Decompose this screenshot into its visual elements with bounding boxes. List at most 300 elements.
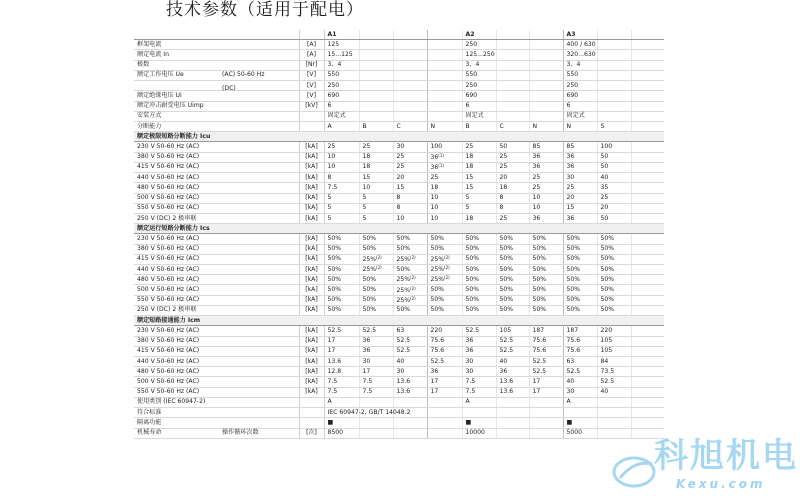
footnote-marker: (1) bbox=[438, 162, 444, 168]
value-cell bbox=[427, 377, 462, 387]
row-label bbox=[134, 428, 299, 438]
value-cell bbox=[324, 111, 359, 121]
value-cell bbox=[496, 121, 529, 131]
row-label bbox=[134, 346, 299, 356]
value-text: 6 bbox=[566, 102, 571, 110]
value-text: 50% bbox=[566, 275, 581, 283]
value-text: 35 bbox=[600, 183, 609, 191]
value-cell bbox=[462, 50, 496, 60]
table-row bbox=[134, 173, 664, 183]
value-cell bbox=[597, 213, 631, 223]
value-cell bbox=[631, 336, 664, 346]
value-cell bbox=[563, 203, 597, 213]
value-cell bbox=[462, 91, 496, 101]
row-label-text: 440 V 50-60 Hz (AC) bbox=[137, 357, 200, 365]
value-cell bbox=[324, 121, 359, 131]
value-cell bbox=[563, 377, 597, 387]
value-text: 5 bbox=[327, 214, 332, 222]
value-text: 36 bbox=[566, 163, 575, 171]
row-label bbox=[134, 101, 299, 111]
table-row bbox=[134, 50, 664, 60]
value-cell bbox=[529, 377, 563, 387]
page-title: 技术参数（适用于配电） bbox=[166, 0, 364, 20]
row-label-text: 额定绝缘电压 Ui bbox=[137, 91, 182, 99]
value-cell bbox=[324, 30, 359, 40]
value-cell bbox=[324, 40, 359, 50]
value-text: 25% bbox=[362, 266, 377, 274]
value-cell bbox=[324, 367, 359, 377]
value-text: 30 bbox=[396, 367, 405, 375]
value-cell bbox=[529, 326, 563, 336]
value-text: 18 bbox=[430, 183, 439, 191]
value-cell bbox=[496, 183, 529, 193]
value-text: 18 bbox=[465, 163, 474, 171]
row-label bbox=[134, 30, 299, 40]
value-text: 20 bbox=[600, 204, 609, 212]
value-cell bbox=[427, 91, 462, 101]
value-text: 17 bbox=[327, 347, 336, 355]
value-text: 50% bbox=[362, 234, 377, 242]
value-cell bbox=[631, 418, 664, 428]
row-label bbox=[134, 377, 299, 387]
value-cell bbox=[563, 346, 597, 356]
value-cell bbox=[563, 50, 597, 60]
value-cell bbox=[597, 305, 631, 315]
value-cell bbox=[529, 91, 563, 101]
value-cell bbox=[427, 418, 462, 428]
value-cell bbox=[563, 142, 597, 152]
value-text: 8 bbox=[327, 173, 332, 181]
row-label-text: 480 V 50-60 Hz (AC) bbox=[137, 183, 200, 191]
value-text: 50% bbox=[396, 245, 411, 253]
value-text: 40 bbox=[600, 388, 609, 396]
value-cell bbox=[496, 305, 529, 315]
value-text: A2 bbox=[465, 30, 475, 38]
section-row bbox=[134, 224, 664, 234]
value-text: 320...630 bbox=[566, 51, 596, 58]
value-cell bbox=[393, 244, 427, 254]
value-cell bbox=[393, 295, 427, 305]
value-text: 50% bbox=[465, 296, 480, 304]
row-label bbox=[134, 254, 299, 264]
row-label-text: 550 V 50-60 Hz (AC) bbox=[137, 388, 200, 396]
value-cell bbox=[393, 377, 427, 387]
value-text: A bbox=[327, 398, 332, 406]
row-label bbox=[134, 397, 299, 407]
value-text: 50% bbox=[600, 245, 615, 253]
value-cell bbox=[359, 60, 393, 70]
value-cell bbox=[631, 173, 664, 183]
value-text: 50% bbox=[465, 234, 480, 242]
value-text: N bbox=[430, 122, 436, 130]
value-cell bbox=[462, 397, 496, 407]
row-label bbox=[134, 183, 299, 193]
value-cell bbox=[631, 387, 664, 397]
value-text: 30 bbox=[362, 357, 371, 365]
value-text: 50% bbox=[396, 265, 411, 273]
row-label-text: 415 V 50-60 Hz (AC) bbox=[137, 255, 200, 263]
value-cell bbox=[563, 60, 597, 70]
value-text: 36 bbox=[532, 214, 541, 222]
value-cell bbox=[496, 357, 529, 367]
value-text: 50% bbox=[465, 255, 480, 263]
row-label bbox=[134, 326, 299, 336]
value-text: 25 bbox=[396, 163, 405, 171]
value-text: 30 bbox=[396, 142, 405, 150]
value-text: 10 bbox=[532, 204, 541, 212]
value-cell bbox=[597, 377, 631, 387]
value-text: 25 bbox=[532, 173, 541, 181]
value-cell bbox=[597, 387, 631, 397]
value-text: 550 bbox=[566, 71, 579, 79]
value-cell bbox=[529, 254, 563, 264]
row-label-text: 500 V 50-60 Hz (AC) bbox=[137, 194, 200, 202]
value-cell bbox=[529, 121, 563, 131]
value-cell bbox=[324, 285, 359, 295]
unit-cell bbox=[299, 408, 324, 418]
value-text: 25% bbox=[396, 286, 411, 294]
value-cell bbox=[631, 295, 664, 305]
value-cell bbox=[359, 101, 393, 111]
value-text: 10000 bbox=[465, 429, 485, 437]
value-text: 50% bbox=[566, 296, 581, 304]
row-label bbox=[134, 40, 299, 50]
value-text: 50% bbox=[532, 306, 547, 314]
value-text: 8 bbox=[396, 204, 401, 212]
unit-cell: [kA] bbox=[299, 193, 324, 203]
value-cell bbox=[359, 295, 393, 305]
value-cell bbox=[427, 121, 462, 131]
row-label bbox=[134, 305, 299, 315]
value-text: 50% bbox=[327, 245, 342, 253]
table-row bbox=[134, 285, 664, 295]
value-text: 10 bbox=[327, 153, 336, 161]
value-cell bbox=[563, 121, 597, 131]
value-cell bbox=[631, 30, 664, 40]
value-cell bbox=[496, 265, 529, 275]
value-text: 40 bbox=[600, 173, 609, 181]
value-text: 52.5 bbox=[362, 326, 377, 334]
value-text: 12.8 bbox=[327, 367, 342, 375]
value-cell bbox=[359, 121, 393, 131]
value-cell bbox=[496, 70, 529, 80]
row-label bbox=[134, 387, 299, 397]
value-cell bbox=[529, 193, 563, 203]
table-row bbox=[134, 234, 664, 244]
row-label bbox=[134, 203, 299, 213]
row-label bbox=[134, 367, 299, 377]
value-text: ■ bbox=[465, 418, 472, 426]
value-text: 75.6 bbox=[566, 347, 581, 355]
value-cell bbox=[631, 193, 664, 203]
value-cell bbox=[496, 254, 529, 264]
value-text: 73.5 bbox=[600, 367, 615, 375]
value-text: 25 bbox=[430, 173, 439, 181]
row-label-text: 480 V 50-60 Hz (AC) bbox=[137, 367, 200, 375]
value-cell bbox=[359, 265, 393, 275]
value-cell bbox=[324, 152, 359, 162]
row-label-text: 230 V 50-60 Hz (AC) bbox=[137, 234, 200, 242]
value-cell bbox=[631, 162, 664, 172]
unit-cell: [kA] bbox=[299, 203, 324, 213]
value-cell bbox=[563, 387, 597, 397]
value-cell bbox=[324, 162, 359, 172]
value-cell bbox=[597, 30, 631, 40]
value-cell bbox=[359, 428, 393, 438]
value-text: 52.5 bbox=[532, 357, 547, 365]
value-cell bbox=[496, 213, 529, 223]
value-cell bbox=[563, 367, 597, 377]
value-text: 50% bbox=[566, 245, 581, 253]
value-cell bbox=[529, 346, 563, 356]
value-cell bbox=[631, 101, 664, 111]
unit-cell: [V] bbox=[299, 70, 324, 80]
value-text: 18 bbox=[499, 183, 508, 191]
value-cell bbox=[597, 234, 631, 244]
value-cell bbox=[462, 81, 496, 91]
row-sublabel: 操作循环次数 bbox=[222, 429, 259, 437]
value-text: 18 bbox=[362, 163, 371, 171]
value-cell bbox=[427, 101, 462, 111]
value-cell bbox=[427, 30, 462, 40]
row-label-text: 250 V (DC) 2 极串联 bbox=[137, 306, 197, 314]
table-row bbox=[134, 91, 664, 101]
value-text: 250 bbox=[566, 81, 579, 89]
table-row bbox=[134, 367, 664, 377]
value-text: 40 bbox=[499, 357, 508, 365]
value-cell bbox=[324, 101, 359, 111]
value-text: 50% bbox=[362, 245, 377, 253]
value-text: 50% bbox=[499, 286, 514, 294]
value-cell bbox=[462, 367, 496, 377]
value-cell bbox=[496, 111, 529, 121]
value-cell bbox=[359, 203, 393, 213]
table-row bbox=[134, 162, 664, 172]
value-cell bbox=[393, 326, 427, 336]
value-text: 690 bbox=[327, 91, 340, 99]
value-text: 15 bbox=[465, 173, 474, 181]
section-row bbox=[134, 132, 664, 142]
value-text: 52.5 bbox=[532, 367, 547, 375]
value-text: 85 bbox=[566, 142, 575, 150]
value-text: 30 bbox=[465, 357, 474, 365]
value-cell bbox=[462, 213, 496, 223]
value-text: 17 bbox=[532, 388, 541, 396]
value-text: 8500 bbox=[327, 429, 344, 437]
value-cell bbox=[393, 142, 427, 152]
value-text: 50% bbox=[396, 306, 411, 314]
value-text: 50% bbox=[566, 306, 581, 314]
value-cell bbox=[393, 30, 427, 40]
value-text: 50% bbox=[566, 255, 581, 263]
row-label-text: 符合标准 bbox=[137, 408, 162, 416]
value-text: 50% bbox=[465, 275, 480, 283]
value-cell bbox=[427, 408, 462, 418]
unit-cell: [kA] bbox=[299, 213, 324, 223]
value-cell bbox=[462, 346, 496, 356]
value-cell bbox=[631, 346, 664, 356]
value-text: A bbox=[465, 398, 470, 406]
value-cell bbox=[324, 408, 411, 418]
value-text: 250 bbox=[465, 40, 478, 48]
value-cell bbox=[359, 387, 393, 397]
value-cell bbox=[359, 152, 393, 162]
value-cell bbox=[393, 265, 427, 275]
table-row bbox=[134, 203, 664, 213]
unit-cell: [kA] bbox=[299, 295, 324, 305]
unit-cell: [kA] bbox=[299, 234, 324, 244]
value-cell bbox=[324, 305, 359, 315]
value-cell bbox=[529, 397, 563, 407]
row-label bbox=[134, 91, 299, 101]
value-cell bbox=[631, 60, 664, 70]
unit-cell: [kA] bbox=[299, 183, 324, 193]
value-cell bbox=[631, 40, 664, 50]
footnote-marker: (2) bbox=[444, 254, 450, 260]
value-text: 50% bbox=[327, 265, 342, 273]
value-text: 5 bbox=[362, 194, 367, 202]
value-cell bbox=[393, 213, 427, 223]
value-text: 25% bbox=[430, 266, 445, 274]
value-text: 36 bbox=[430, 153, 439, 161]
value-text: 50% bbox=[499, 296, 514, 304]
value-cell bbox=[359, 397, 393, 407]
value-text: 50 bbox=[499, 142, 508, 150]
value-cell bbox=[393, 428, 427, 438]
value-cell bbox=[427, 357, 462, 367]
value-text: 50% bbox=[499, 234, 514, 242]
unit-cell: [A] bbox=[299, 50, 324, 60]
value-text: 400 / 630 bbox=[566, 40, 596, 48]
value-text: 550 bbox=[327, 71, 340, 79]
value-cell bbox=[393, 70, 427, 80]
value-cell bbox=[324, 183, 359, 193]
value-cell bbox=[393, 111, 427, 121]
table-row bbox=[134, 428, 664, 438]
value-text: 25 bbox=[396, 153, 405, 161]
value-cell bbox=[462, 173, 496, 183]
row-label bbox=[134, 70, 299, 80]
row-label-text: 框架电流 bbox=[137, 40, 162, 48]
value-text: ■ bbox=[566, 418, 573, 426]
row-label bbox=[134, 275, 299, 285]
unit-cell bbox=[299, 30, 324, 40]
value-text: 50% bbox=[532, 255, 547, 263]
value-text: B bbox=[362, 122, 367, 130]
value-text: 15...125 bbox=[327, 51, 353, 58]
value-cell bbox=[631, 121, 664, 131]
value-text: 20 bbox=[566, 194, 575, 202]
value-cell bbox=[462, 336, 496, 346]
table-row bbox=[134, 418, 664, 428]
value-cell bbox=[597, 326, 631, 336]
value-cell bbox=[597, 121, 631, 131]
value-cell bbox=[324, 387, 359, 397]
value-cell bbox=[631, 111, 664, 121]
value-cell bbox=[563, 254, 597, 264]
value-text: 25% bbox=[396, 255, 411, 263]
value-text: 13.6 bbox=[499, 378, 514, 385]
row-label-text: 550 V 50-60 Hz (AC) bbox=[137, 204, 200, 212]
value-cell bbox=[393, 81, 427, 91]
value-cell bbox=[427, 203, 462, 213]
value-text: 7.5 bbox=[465, 378, 476, 385]
table-row bbox=[134, 121, 664, 131]
value-text: 5 bbox=[465, 204, 470, 212]
value-text: 105 bbox=[499, 326, 512, 334]
table-row bbox=[134, 357, 664, 367]
value-cell bbox=[462, 70, 496, 80]
row-label bbox=[134, 50, 299, 60]
value-cell bbox=[496, 275, 529, 285]
value-text: 10 bbox=[396, 214, 405, 222]
value-cell bbox=[427, 111, 462, 121]
value-text: 10 bbox=[362, 183, 371, 191]
value-text: 85 bbox=[532, 142, 541, 150]
value-cell bbox=[427, 305, 462, 315]
value-text: 13.6 bbox=[499, 388, 514, 396]
value-cell bbox=[462, 326, 496, 336]
value-text: 36 bbox=[532, 163, 541, 171]
value-cell bbox=[324, 173, 359, 183]
value-cell bbox=[462, 275, 496, 285]
value-cell bbox=[496, 387, 529, 397]
value-text: 100 bbox=[430, 142, 443, 150]
row-sublabel: (AC) 50-60 Hz bbox=[222, 71, 265, 79]
value-text: 50% bbox=[430, 234, 445, 242]
value-cell bbox=[529, 152, 563, 162]
value-cell bbox=[462, 152, 496, 162]
value-cell bbox=[393, 173, 427, 183]
value-text: 25% bbox=[396, 296, 411, 304]
value-cell bbox=[631, 234, 664, 244]
row-label bbox=[134, 285, 299, 295]
value-text: 6 bbox=[465, 102, 470, 110]
value-text: 50% bbox=[327, 296, 342, 304]
value-cell bbox=[563, 336, 597, 346]
value-text: 25 bbox=[532, 183, 541, 191]
value-text: 15 bbox=[465, 183, 474, 191]
table-row bbox=[134, 213, 664, 223]
value-cell bbox=[427, 40, 462, 50]
unit-cell: [kA] bbox=[299, 326, 324, 336]
value-text: 7.5 bbox=[362, 378, 373, 385]
row-label-text: 安装方式 bbox=[137, 112, 162, 120]
value-cell bbox=[529, 162, 563, 172]
value-cell bbox=[324, 234, 359, 244]
value-cell bbox=[427, 60, 462, 70]
value-cell bbox=[427, 346, 462, 356]
value-cell bbox=[529, 213, 563, 223]
value-cell bbox=[393, 203, 427, 213]
value-text: 15 bbox=[362, 173, 371, 181]
value-cell bbox=[597, 91, 631, 101]
value-cell bbox=[496, 152, 529, 162]
value-text: 75.6 bbox=[566, 337, 581, 345]
value-cell bbox=[496, 30, 529, 40]
value-text: 50 bbox=[600, 153, 609, 161]
value-text: 20 bbox=[499, 173, 508, 181]
value-cell bbox=[496, 40, 529, 50]
value-cell bbox=[324, 142, 359, 152]
row-label-text: 480 V 50-60 Hz (AC) bbox=[137, 275, 200, 283]
value-cell bbox=[359, 254, 393, 264]
value-cell bbox=[597, 336, 631, 346]
row-label-text: 230 V 50-60 Hz (AC) bbox=[137, 142, 200, 150]
value-text: 50% bbox=[396, 234, 411, 242]
value-text: 7.5 bbox=[362, 388, 373, 396]
value-text: 13.6 bbox=[396, 388, 411, 396]
